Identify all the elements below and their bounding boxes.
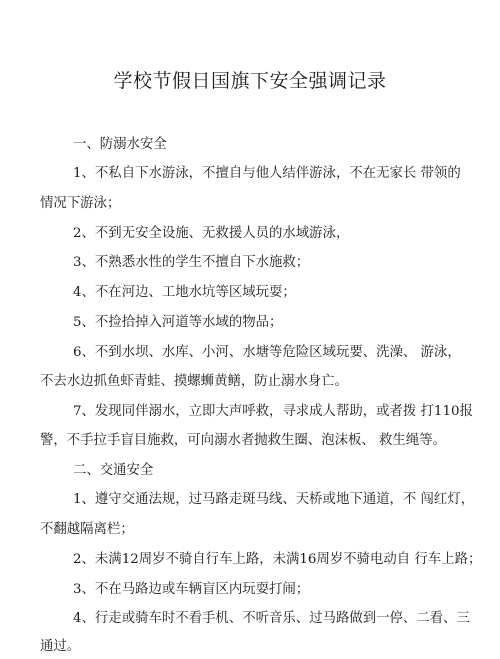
paragraph-line: 不去水边抓鱼虾青蛙、摸螺蛳黄鳝，防止溺水身亡。 [40,374,348,389]
paragraph-line: 2、不到无安全设施、无救援人员的水域游泳， [73,226,350,241]
page-title: 学校节假日国旗下安全强调记录 [113,70,387,92]
section-heading: 二、交通安全 [73,463,154,478]
paragraph-line: 4、行走或骑车时不看手机、不听音乐、过马路做到一停、二看、三 [73,611,470,626]
paragraph-line: 不翻越隔离栏； [40,522,134,537]
paragraph-line: 5、不捡拾掉入河道等水域的物品； [73,315,283,330]
paragraph-line: 1、遵守交通法规，过马路走斑马线、天桥或地下通道，不 闯红灯， [73,492,475,507]
paragraph-line: 3、不熟悉水性的学生不擅自下水施救； [73,255,310,270]
paragraph-line: 2、未满12周岁不骑自行车上路，未满16周岁不骑电动自 行车上路； [73,552,482,567]
paragraph-line: 3、不在马路边或车辆盲区内玩耍打闹； [73,582,310,597]
section-heading: 一、防溺水安全 [73,137,167,152]
paragraph-line: 情况下游泳； [40,196,121,211]
paragraph-line: 1、不私自下水游泳，不擅自与他人结伴游泳，不在无家长 带领的 [73,166,461,181]
paragraph-line: 6、不到水坝、水库、小河、水塘等危险区域玩要、洗澡、 游泳， [73,345,461,360]
paragraph-line: 4、不在河边、工地水坑等区域玩耍； [73,285,296,300]
paragraph-line: 通过。 [40,639,81,654]
paragraph-line: 7、发现同伴溺水，立即大声呼救，寻求成人帮助，或者拨 打110报 [73,404,473,419]
paragraph-line: 警，不手拉手盲目施救，可向溺水者抛救生圈、泡沫板、 救生绳等。 [40,433,446,448]
